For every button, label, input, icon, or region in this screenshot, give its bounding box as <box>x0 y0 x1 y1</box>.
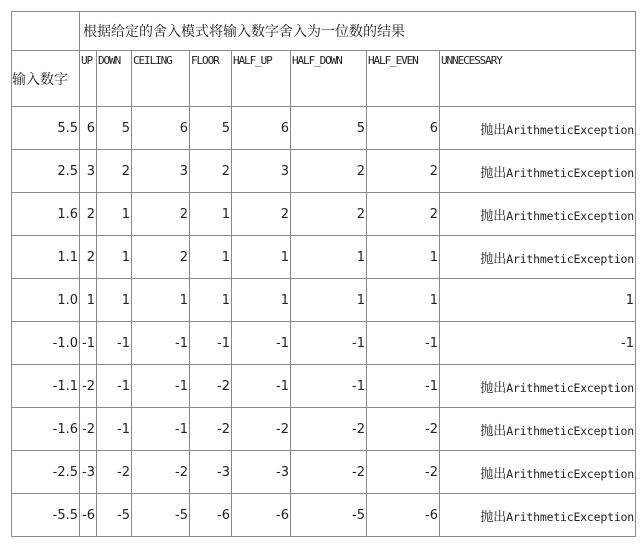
table-row <box>12 193 636 236</box>
table-row <box>12 236 636 279</box>
unnecessary-cell <box>440 494 636 537</box>
exception-name: ArithmeticException <box>506 208 634 223</box>
result-cell: 2 <box>291 150 367 193</box>
result-cell: 6 <box>80 107 97 150</box>
result-cell: 2 <box>367 150 440 193</box>
result-cell: -1 <box>97 365 132 408</box>
result-cell: -1 <box>367 322 440 365</box>
row-header-label: 输入数字 <box>12 51 80 107</box>
table-row <box>12 107 636 150</box>
throw-prefix: 抛出 <box>480 509 507 525</box>
result-cell: 6 <box>367 107 440 150</box>
col-header-unnecessary: UNNECESSARY <box>440 51 636 107</box>
result-cell: 2 <box>97 150 132 193</box>
result-cell: -1 <box>97 322 132 365</box>
exception-name: ArithmeticException <box>506 251 634 266</box>
result-cell: -2 <box>190 365 232 408</box>
result-cell: -2 <box>97 451 132 494</box>
exception-name: ArithmeticException <box>506 165 634 180</box>
result-cell: 1 <box>80 279 97 322</box>
result-cell: -1 <box>80 322 97 365</box>
title-row <box>12 12 636 51</box>
input-value-cell: 1.0 <box>12 279 80 322</box>
unnecessary-cell <box>440 451 636 494</box>
result-cell: 1 <box>97 279 132 322</box>
result-cell: 3 <box>132 150 190 193</box>
result-cell: -5 <box>132 494 190 537</box>
exception-name: ArithmeticException <box>506 509 634 524</box>
unnecessary-cell <box>440 365 636 408</box>
unnecessary-cell <box>440 150 636 193</box>
result-cell: -6 <box>232 494 291 537</box>
header-row <box>12 51 636 107</box>
result-cell: 5 <box>97 107 132 150</box>
input-value-cell: -1.6 <box>12 408 80 451</box>
throw-prefix: 抛出 <box>480 466 507 482</box>
throw-prefix: 抛出 <box>480 122 507 138</box>
result-cell: 3 <box>232 150 291 193</box>
result-cell: -1 <box>367 365 440 408</box>
unnecessary-cell <box>440 408 636 451</box>
throw-prefix: 抛出 <box>480 165 507 181</box>
input-value-cell: -2.5 <box>12 451 80 494</box>
result-cell: 2 <box>190 150 232 193</box>
result-cell: 1 <box>367 236 440 279</box>
result-cell: -2 <box>132 451 190 494</box>
result-cell: -5 <box>97 494 132 537</box>
table-row <box>12 279 636 322</box>
unnecessary-cell <box>440 236 636 279</box>
result-cell: -6 <box>80 494 97 537</box>
col-header-floor: FLOOR <box>190 51 232 107</box>
result-cell: 2 <box>232 193 291 236</box>
result-cell: 1 <box>291 279 367 322</box>
exception-name: ArithmeticException <box>506 423 634 438</box>
result-cell: 5 <box>190 107 232 150</box>
result-cell: -3 <box>232 451 291 494</box>
result-cell: 1 <box>97 236 132 279</box>
col-header-half-up: HALF_UP <box>232 51 291 107</box>
result-cell: 1 <box>367 279 440 322</box>
result-cell: -1 <box>232 365 291 408</box>
table-row <box>12 365 636 408</box>
table-row <box>12 150 636 193</box>
input-value-cell: 5.5 <box>12 107 80 150</box>
result-cell: -2 <box>291 408 367 451</box>
result-cell: 1 <box>190 193 232 236</box>
blank-corner-cell <box>12 12 80 51</box>
unnecessary-cell <box>440 322 636 365</box>
table-row <box>12 494 636 537</box>
unnecessary-value: -1 <box>621 335 634 351</box>
result-cell: 2 <box>367 193 440 236</box>
result-cell: 2 <box>80 193 97 236</box>
throw-prefix: 抛出 <box>480 208 507 224</box>
result-cell: -2 <box>80 365 97 408</box>
result-cell: 5 <box>291 107 367 150</box>
result-cell: 1 <box>190 279 232 322</box>
input-value-cell: 1.6 <box>12 193 80 236</box>
result-cell: -1 <box>132 408 190 451</box>
result-cell: -3 <box>80 451 97 494</box>
throw-prefix: 抛出 <box>480 251 507 267</box>
result-cell: -3 <box>190 451 232 494</box>
result-cell: 3 <box>80 150 97 193</box>
result-cell: -1 <box>232 322 291 365</box>
exception-name: ArithmeticException <box>506 466 634 481</box>
result-cell: -5 <box>291 494 367 537</box>
result-cell: -2 <box>232 408 291 451</box>
unnecessary-cell <box>440 107 636 150</box>
result-cell: -1 <box>132 322 190 365</box>
input-value-cell: -1.0 <box>12 322 80 365</box>
result-cell: -1 <box>190 322 232 365</box>
result-cell: -1 <box>132 365 190 408</box>
result-cell: 1 <box>97 193 132 236</box>
result-cell: 1 <box>190 236 232 279</box>
result-cell: -1 <box>97 408 132 451</box>
col-header-half-even: HALF_EVEN <box>367 51 440 107</box>
unnecessary-value: 1 <box>625 292 634 308</box>
input-value-cell: -1.1 <box>12 365 80 408</box>
result-cell: -2 <box>190 408 232 451</box>
throw-prefix: 抛出 <box>480 380 507 396</box>
result-cell: 1 <box>232 236 291 279</box>
exception-name: ArithmeticException <box>506 380 634 395</box>
result-cell: -2 <box>80 408 97 451</box>
table-title: 根据给定的舍入模式将输入数字舍入为一位数的结果 <box>80 12 636 51</box>
col-header-up: UP <box>80 51 97 107</box>
result-cell: -2 <box>291 451 367 494</box>
result-cell: -1 <box>291 322 367 365</box>
table-row <box>12 408 636 451</box>
result-cell: -6 <box>367 494 440 537</box>
result-cell: 2 <box>80 236 97 279</box>
exception-name: ArithmeticException <box>506 122 634 137</box>
input-value-cell: 1.1 <box>12 236 80 279</box>
col-header-half-down: HALF_DOWN <box>291 51 367 107</box>
rounding-table <box>11 11 636 537</box>
result-cell: -1 <box>291 365 367 408</box>
result-cell: 2 <box>291 193 367 236</box>
result-cell: 6 <box>132 107 190 150</box>
input-value-cell: -5.5 <box>12 494 80 537</box>
result-cell: -2 <box>367 451 440 494</box>
result-cell: 1 <box>291 236 367 279</box>
input-value-cell: 2.5 <box>12 150 80 193</box>
table-row <box>12 451 636 494</box>
result-cell: 2 <box>132 193 190 236</box>
result-cell: 6 <box>232 107 291 150</box>
result-cell: -2 <box>367 408 440 451</box>
result-cell: 1 <box>132 279 190 322</box>
col-header-ceiling: CEILING <box>132 51 190 107</box>
col-header-down: DOWN <box>97 51 132 107</box>
unnecessary-cell <box>440 279 636 322</box>
result-cell: -6 <box>190 494 232 537</box>
throw-prefix: 抛出 <box>480 423 507 439</box>
result-cell: 1 <box>232 279 291 322</box>
unnecessary-cell <box>440 193 636 236</box>
result-cell: 2 <box>132 236 190 279</box>
table-row <box>12 322 636 365</box>
